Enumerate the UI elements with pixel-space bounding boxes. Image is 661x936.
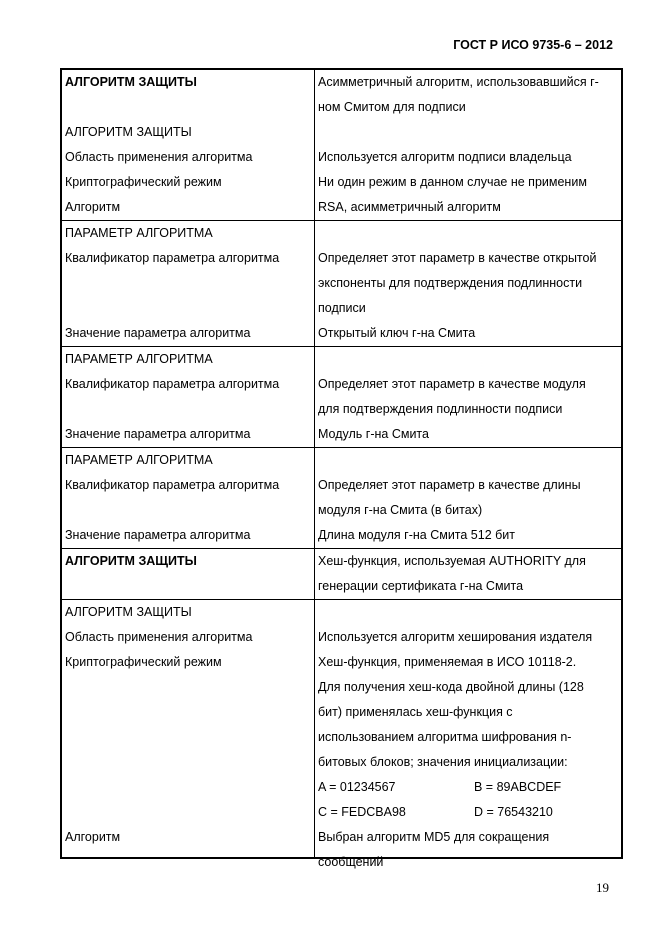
field-value-cell: битовых блоков; значения инициализации:	[318, 755, 568, 769]
table-row	[62, 346, 621, 447]
field-value-cell: Ни один режим в данном случае не применим	[318, 175, 587, 189]
field-name-cell: АЛГОРИТМ ЗАЩИТЫ	[65, 605, 192, 619]
field-name-cell: Алгоритм	[65, 830, 121, 844]
field-value-cell: ном Смитом для подписи	[318, 100, 466, 114]
field-value-cell: экспоненты для подтверждения подлинности	[318, 276, 583, 290]
field-value-cell: Определяет этот параметр в качестве длины	[318, 478, 581, 492]
field-value-cell: Асимметричный алгоритм, использовавшийся г-	[318, 75, 599, 89]
field-value-cell: бит) применялась хеш-функция с	[318, 705, 513, 719]
field-value-cell: A = 01234567	[318, 780, 396, 794]
field-value-cell: Определяет этот параметр в качестве модуля	[318, 377, 586, 391]
page-number: 19	[596, 880, 609, 895]
field-value-cell-second: D = 76543210	[474, 805, 553, 819]
field-value-cell: генерации сертификата г-на Смита	[318, 579, 524, 593]
field-value-cell: Хеш-функция, применяемая в ИСО 10118-2.	[318, 655, 577, 669]
field-name-cell: АЛГОРИТМ ЗАЩИТЫ	[65, 125, 192, 139]
field-value-cell: модуля г-на Смита (в битах)	[318, 503, 483, 517]
table-row	[62, 599, 621, 875]
field-value-cell: Для получения хеш-кода двойной длины (128	[318, 680, 584, 694]
field-value-cell: Модуль г-на Смита	[318, 427, 429, 441]
field-value-cell: подписи	[318, 301, 366, 315]
field-value-cell: Открытый ключ г-на Смита	[318, 326, 476, 340]
field-value-cell: Определяет этот параметр в качестве открытой	[318, 251, 597, 265]
field-value-cell: Используется алгоритм подписи владельца	[318, 150, 572, 164]
field-name-cell: ПАРАМЕТР АЛГОРИТМА	[65, 453, 213, 467]
table-row	[62, 70, 621, 220]
field-name-cell: Криптографический режим	[65, 655, 222, 669]
field-name-cell: Квалификатор параметра алгоритма	[65, 377, 280, 391]
field-name-cell: Значение параметра алгоритма	[65, 326, 251, 340]
field-name-cell: АЛГОРИТМ ЗАЩИТЫ	[65, 554, 197, 568]
table-row	[62, 447, 621, 548]
field-name-cell: Область применения алгоритма	[65, 150, 253, 164]
field-value-cell: для подтверждения подлинности подписи	[318, 402, 563, 416]
field-value-cell-second: B = 89ABCDEF	[474, 780, 562, 794]
field-value-cell: C = FEDCBA98	[318, 805, 406, 819]
document-header-code: ГОСТ Р ИСО 9735-6 – 2012	[453, 38, 613, 52]
field-value-cell: Используется алгоритм хеширования издателя	[318, 630, 593, 644]
field-name-cell: ПАРАМЕТР АЛГОРИТМА	[65, 352, 213, 366]
field-name-cell: ПАРАМЕТР АЛГОРИТМА	[65, 226, 213, 240]
table-row	[62, 220, 621, 346]
field-name-cell: Квалификатор параметра алгоритма	[65, 478, 280, 492]
field-value-cell: сообщений	[318, 855, 384, 869]
field-value-cell: Выбран алгоритм MD5 для сокращения	[318, 830, 550, 844]
field-name-cell: Значение параметра алгоритма	[65, 427, 251, 441]
field-name-cell: Квалификатор параметра алгоритма	[65, 251, 280, 265]
field-value-cell: Длина модуля г-на Смита 512 бит	[318, 528, 516, 542]
table-row	[62, 548, 621, 599]
security-algorithms-table	[60, 68, 623, 869]
field-name-cell: Область применения алгоритма	[65, 630, 253, 644]
field-name-cell: АЛГОРИТМ ЗАЩИТЫ	[65, 75, 197, 89]
field-name-cell: Значение параметра алгоритма	[65, 528, 251, 542]
field-name-cell: Криптографический режим	[65, 175, 222, 189]
field-value-cell: RSA, асимметричный алгоритм	[318, 200, 501, 214]
field-value-cell: Хеш-функция, используемая AUTHORITY для	[318, 554, 586, 568]
field-value-cell: использованием алгоритма шифрования n-	[318, 730, 572, 744]
field-name-cell: Алгоритм	[65, 200, 121, 214]
